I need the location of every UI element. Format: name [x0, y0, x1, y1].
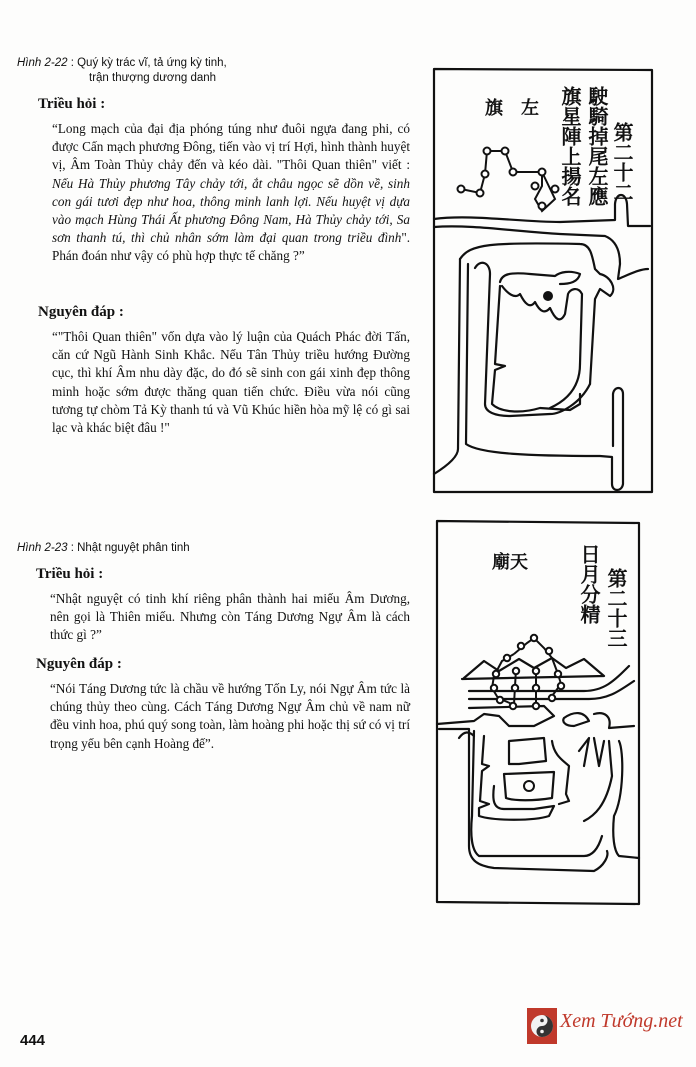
- answer-paragraph: “Nói Táng Dương tức là chầu về hướng Tốn Ly, nói Ngự Âm tức là chúng thủy theo cùng. Cách Táng Dương Ngự Âm chủ về nam nữ đều vinh hoa, phú quý song toàn, làm hoàng phi hoặc thị sứ có vị trí trọng yếu bên cạnh Hoàng đế”.: [50, 681, 410, 751]
- caption-title-line2: trận thượng dương danh: [89, 72, 217, 84]
- caption-label: Hình 2-22: [17, 57, 68, 69]
- burial-point-marker: [543, 291, 553, 301]
- image-title-col3: 旗星陣上揚名: [558, 86, 582, 206]
- answer-heading: Nguyên đáp :: [36, 656, 122, 672]
- answer-heading: Nguyên đáp :: [38, 304, 124, 320]
- image-title-col1: 第二十二: [610, 122, 634, 202]
- page-number: 444: [20, 1032, 46, 1049]
- figure-caption-2-22: Hình 2-22 : Quý kỳ trác vĩ, tả ứng kỳ tinh, trận thượng dương danh: [17, 57, 227, 84]
- figure-caption-2-23: Hình 2-23 : Nhật nguyệt phân tinh: [17, 542, 190, 554]
- answer-paragraph: “"Thôi Quan thiên" vốn dựa vào lý luận của Quách Phác đời Tấn, căn cứ Ngũ Hành Sinh Khắc. Nếu Tân Thủy triều hướng Đường cục, thì khí Âm nhu dày đặc, do đó sẽ sinh con gái xinh đẹp thông minh hoặc sớm được thăng quan tiến chức. Điều vừa nói cũng tương tự chòm Tả Kỳ thanh tú và Vũ Khúc hiền hòa mỹ lệ có gì sai lạc và khác biệt đâu !": [52, 329, 410, 436]
- image-title-col1: 第二十三: [604, 568, 628, 648]
- yin-yang-icon: [527, 1008, 557, 1044]
- caption-label: Hình 2-23: [17, 542, 68, 554]
- caption-title: Nhật nguyệt phân tinh: [77, 542, 190, 554]
- question-heading: Triều hỏi :: [36, 566, 104, 582]
- watermark-text: Xem Tướng.net: [560, 1010, 683, 1032]
- question-paragraph: “Nhật nguyệt có tinh khí riêng phân thành hai miếu Âm Dương, nên gọi là Thiên miếu. Nhưng còn Táng Dương Ngự Âm là cách thức gì ?”: [50, 591, 410, 643]
- caption-title-line1: Quý kỳ trác vĩ, tả ứng kỳ tinh,: [77, 57, 227, 69]
- grave-circle-marker: [524, 781, 534, 791]
- image-title-col2: 日月分精: [577, 544, 601, 624]
- watermark-logo: [527, 1008, 696, 1048]
- image-label-heaven-temple: 廟天: [492, 552, 528, 573]
- image-label-left-flag: 旗 左: [485, 98, 539, 119]
- figure-2-23-illustration: [434, 516, 646, 908]
- question-heading: Triều hỏi :: [38, 96, 106, 112]
- figure-2-22-illustration: [430, 64, 660, 496]
- image-title-col2: 駛騎掉尾左應: [585, 86, 609, 206]
- question-paragraph: “Long mạch của đại địa phóng túng như đuôi ngựa đang phi, có được Cấn mạch phương Đông, tiến vào vị trí Hợi, hình thành huyệt vị, Âm Toàn Thủy chảy đến và kéo dài. "Thôi Quan thiên" viết : Nếu Hà Thủy phương Tây chảy tới, ắt châu ngọc sẽ dồn về, sinh con gái tươi đẹp như hoa, thông minh lanh lợi. Nếu huyệt vị dựa vào mạch Hùng Thái Ất phương Đông Nam, Hà Thủy chảy tới, Sa sơn thanh tú, thì chủ nhân sớm làm đại quan trong triều đình". Phán đoán như vậy có phù hợp thực tế chăng ?”: [52, 121, 410, 264]
